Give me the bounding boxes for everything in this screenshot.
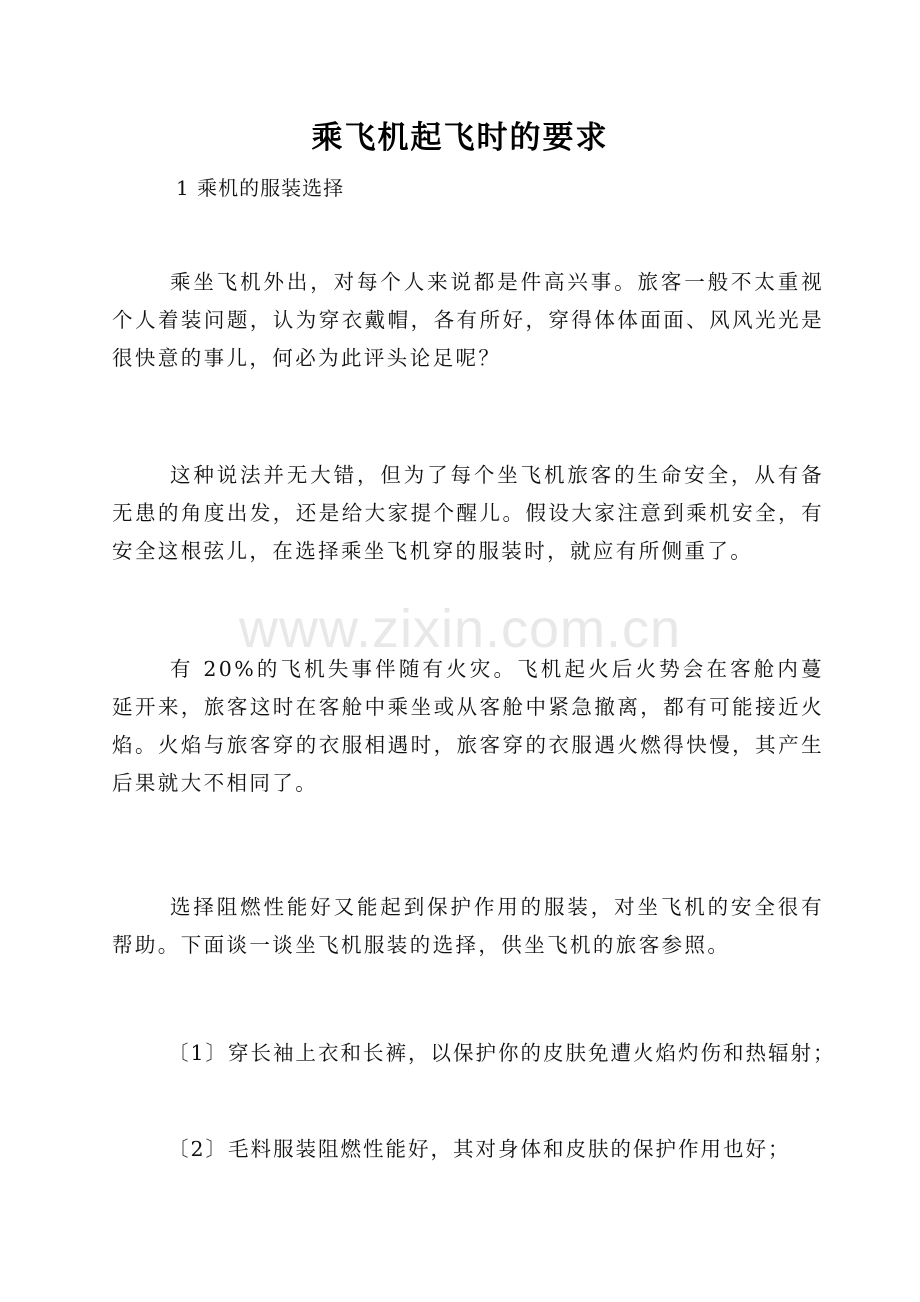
paragraph: 这种说法并无大错，但为了每个坐飞机旅客的生命安全，从有备无患的角度出发，还是给大家提个醒儿。假设大家注意到乘机安全，有安全这根弦儿，在选择乘坐飞机穿的服装时，就应有所侧重了。 <box>112 463 824 563</box>
document-title: 乘飞机起飞时的要求 <box>311 120 609 156</box>
paragraph: 选择阻燃性能好又能起到保护作用的服装，对坐飞机的安全很有帮助。下面谈一谈坐飞机服装的选择，供坐飞机的旅客参照。 <box>112 895 824 957</box>
list-item: 〔1〕穿长袖上衣和长裤，以保护你的皮肤免遭火焰灼伤和热辐射； <box>168 1041 836 1065</box>
paragraph: 乘坐飞机外出，对每个人来说都是件高兴事。旅客一般不太重视个人着装问题，认为穿衣戴帽，各有所好，穿得体体面面、风风光光是很快意的事儿，何必为此评头论足呢？ <box>112 270 824 370</box>
section-heading: 1 乘机的服装选择 <box>176 176 345 200</box>
list-item: 〔2〕毛料服装阻燃性能好，其对身体和皮肤的保护作用也好； <box>168 1137 791 1161</box>
watermark: www.zixin.com.cn <box>238 599 682 659</box>
paragraph: 有 20%的飞机失事伴随有火灾。飞机起火后火势会在客舱内蔓延开来，旅客这时在客舱中乘坐或从客舱中紧急撤离，都有可能接近火焰。火焰与旅客穿的衣服相遇时，旅客穿的衣服遇火燃得快慢，其产生后果就大不相同了。 <box>112 657 824 795</box>
